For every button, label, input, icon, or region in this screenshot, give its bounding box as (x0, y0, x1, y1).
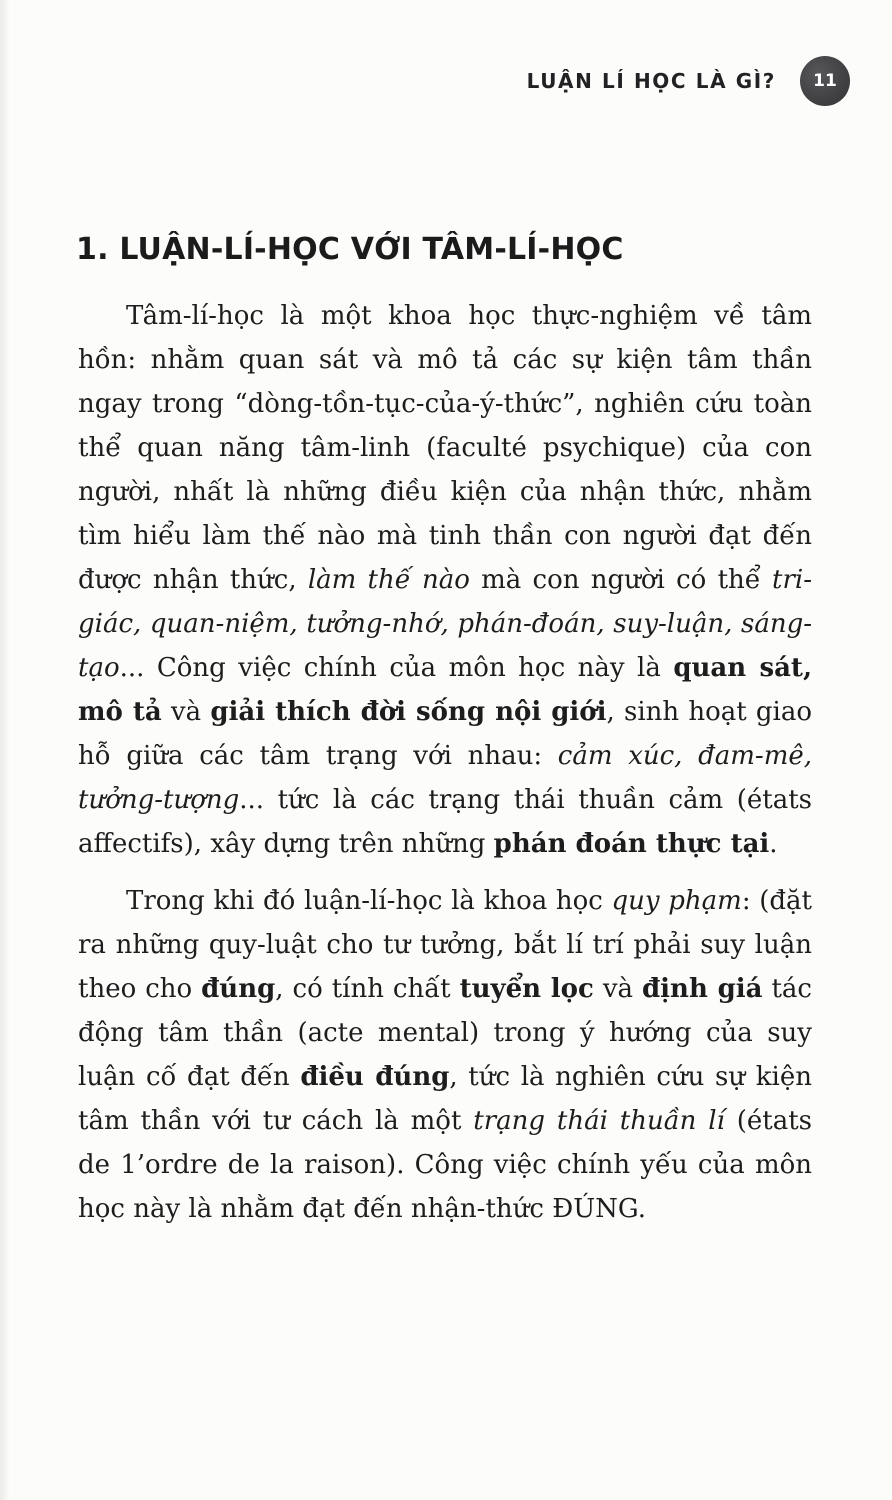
emphasis-italic: làm thế nào (307, 565, 470, 595)
paragraph (78, 879, 812, 1231)
paragraph (78, 294, 812, 866)
emphasis-italic: trạng thái thuần lí (473, 1106, 725, 1136)
text-run: và (593, 974, 642, 1004)
emphasis-bold: quan sát, mô tả (78, 653, 812, 727)
body-text (78, 294, 812, 1231)
text-run: ... Công việc chính của môn học này là (119, 653, 674, 683)
text-run: Tâm-lí-học là một khoa học thực-nghiệm về tâm hồn: nhằm quan sát và mô tả các sự kiện tâm thần ngay trong “dòng-tồn-tục-của-ý-thức”, nghiên cứu toàn thể quan năng tâm-linh (faculté psychique) của con người, nhất là những điều kiện của nhận thức, nhằm tìm hiểu làm thế nào mà tinh thần con người đạt đến được nhận thức, (78, 301, 812, 595)
page-header (0, 0, 892, 106)
page-number: 11 (813, 71, 837, 91)
text-run: , có tính chất (275, 974, 460, 1004)
scan-edge-shadow (0, 0, 10, 1500)
section-heading: 1. LUẬN-LÍ-HỌC VỚI TÂM-LÍ-HỌC (76, 232, 624, 267)
page-number-badge (800, 56, 850, 106)
emphasis-bold: phán đoán thực tại (493, 829, 770, 859)
text-run: ... tức là các trạng thái thuần cảm (états affectifs), xây dựng trên những (78, 785, 812, 859)
text-run: tác động tâm thần (acte mental) trong ý hướng của suy luận cố đạt đến (78, 974, 812, 1092)
text-run: , sinh hoạt giao hỗ giữa các tâm trạng với nhau: (78, 697, 813, 771)
text-run: , tức là nghiên cứu sự kiện tâm thần với tư cách là một (78, 1062, 812, 1136)
running-title: LUẬN LÍ HỌC LÀ GÌ? (526, 69, 776, 93)
text-run: . (769, 829, 778, 859)
emphasis-bold: giải thích đời sống nội giới (210, 697, 607, 727)
emphasis-italic: cảm xúc, đam-mê, tưởng-tượng (78, 741, 813, 815)
text-run: (états de 1’ordre de la raison). Công việc chính yếu của môn học này là nhằm đạt đến nhận-thức ĐÚNG. (78, 1106, 812, 1224)
emphasis-italic: tri-giác, quan-niệm, tưởng-nhớ, phán-đoán, suy-luận, sáng-tạo (78, 565, 812, 683)
text-run: : (đặt ra những quy-luật cho tư tưởng, bắt lí trí phải suy luận theo cho (78, 886, 812, 1004)
text-run: Trong khi đó luận-lí-học là khoa học (126, 886, 612, 916)
emphasis-bold: định giá (641, 974, 763, 1004)
text-run: mà con người có thể (469, 565, 773, 595)
emphasis-italic: quy phạm (611, 886, 742, 916)
emphasis-bold: điều đúng (300, 1062, 450, 1092)
text-run: và (161, 697, 211, 727)
emphasis-bold: đúng (201, 974, 276, 1004)
emphasis-bold: tuyển lọc (459, 974, 594, 1004)
